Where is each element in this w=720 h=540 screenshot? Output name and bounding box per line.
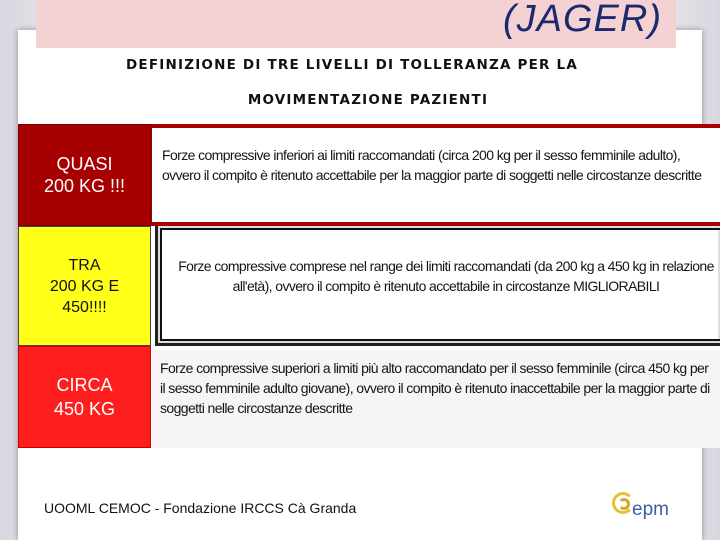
- level-2-description: [155, 226, 720, 346]
- logo-text: epm: [632, 499, 669, 520]
- footer-text: UOOML CEMOC - Fondazione IRCCS Cà Granda: [44, 500, 357, 516]
- epm-logo: [612, 490, 702, 526]
- level-2-description-text: Forze compressive comprese nel range dei limiti raccomandati (da 200 kg a 450 kg in relazione all'età), ovvero il compito è ritenuto accettabile in circostanze MIGLIORABILI: [178, 258, 714, 294]
- level-1-label: [18, 124, 151, 226]
- heading-line-2: MOVIMENTAZIONE PAZIENTI: [247, 92, 489, 108]
- epm-logo-icon-inner: [618, 498, 630, 510]
- level-1-label-text: QUASI 200 KG !!!: [43, 154, 126, 196]
- level-3-label: [18, 346, 151, 448]
- level-3-label-text: CIRCA 450 KG: [53, 375, 116, 419]
- level-3-description: Forze compressive superiori a limiti più alto raccomandato per il sesso femminile (circa 450 kg per il sesso femminile adulto giovane), ovvero il compito è ritenuto inaccettabile per la maggior parte di soggetti nelle circostanze descritte: [152, 350, 720, 448]
- level-2-label: [18, 226, 151, 346]
- heading-line-1: DEFINIZIONE DI TRE LIVELLI DI TOLLERANZA PER LA: [126, 57, 578, 73]
- level-1-description: Forze compressive inferiori ai limiti raccomandati (circa 200 kg per il sesso femminile adulto), ovvero il compito è ritenuto accettabile per la maggior parte di soggetti nelle circostanze descritte: [152, 128, 720, 222]
- level-2-label-text: TRA 200 KG E 450!!!!: [49, 256, 120, 316]
- title-tag: (JAGER): [503, 0, 662, 40]
